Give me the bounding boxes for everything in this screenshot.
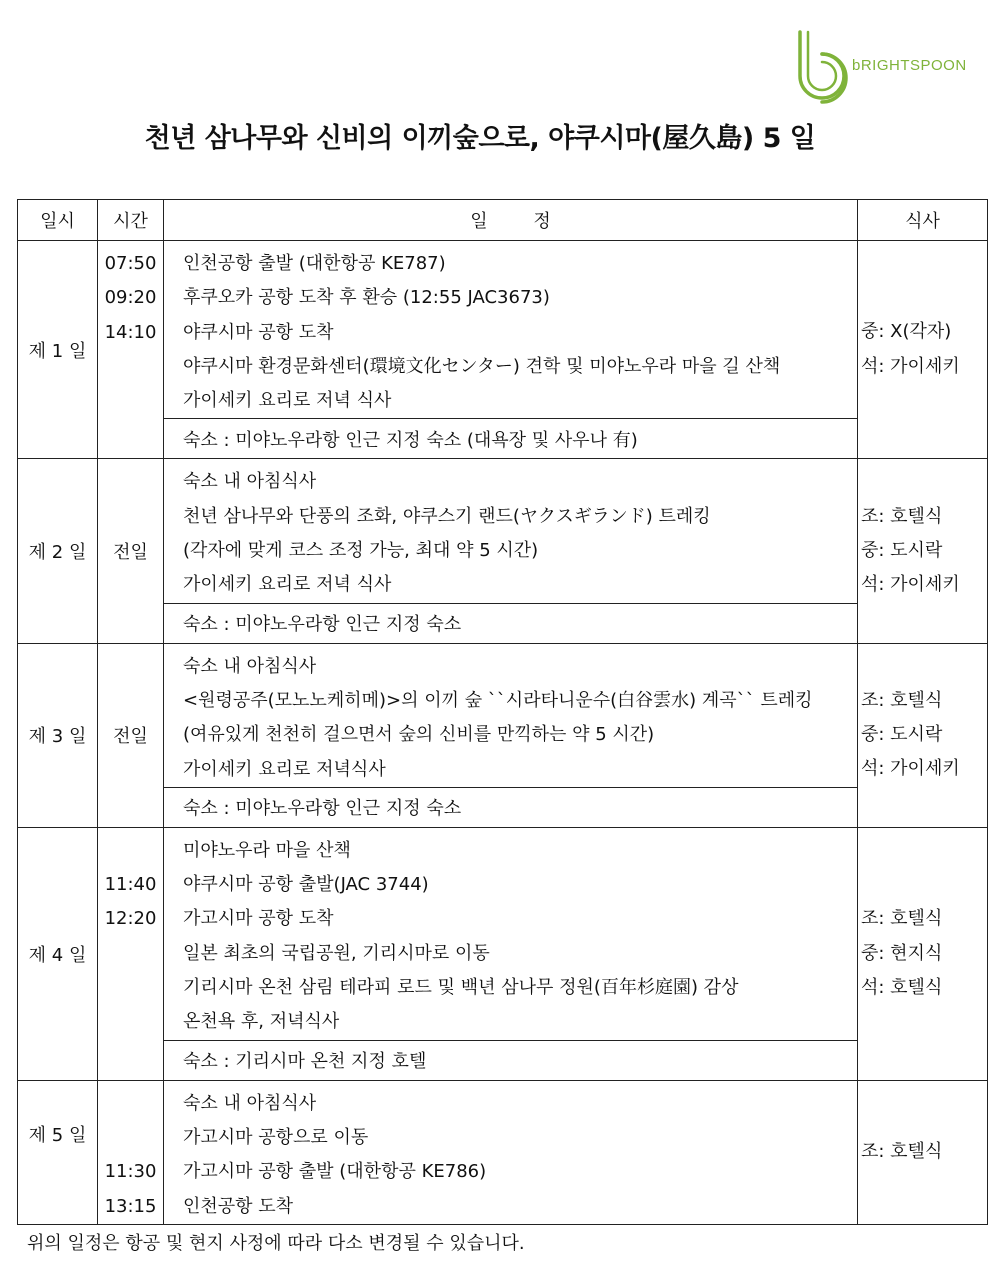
meals-cell: [858, 643, 988, 827]
time-value: 14:10: [104, 321, 157, 343]
time-cell: [98, 1080, 164, 1224]
lodging-cell: 숙소 : 미야노우라항 인근 지정 숙소: [164, 787, 858, 827]
day-label: 제 4 일: [18, 827, 98, 1080]
time-value: [98, 1087, 163, 1121]
day-label: 제 2 일: [18, 459, 98, 643]
time-cell: 전일: [98, 459, 164, 643]
meal-line: 조: 호텔식: [861, 908, 943, 930]
meal-line: 중: 도시락: [861, 724, 943, 746]
schedule-line: 일본 최초의 국립공원, 기리시마로 이동: [183, 942, 490, 964]
lodging-cell: 숙소 : 기리시마 온천 지정 호텔: [164, 1040, 858, 1080]
schedule-line: (여유있게 천천히 걸으면서 숲의 신비를 만끽하는 약 5 시간): [183, 724, 655, 746]
time-value: 12:20: [104, 908, 157, 930]
itinerary-table: [17, 199, 988, 1225]
schedule-cell: [164, 241, 858, 419]
time-value: 11:40: [104, 874, 157, 896]
meals-cell: [858, 827, 988, 1080]
meal-line: 석: 가이세키: [861, 758, 960, 780]
footnote: 위의 일정은 항공 및 현지 사정에 따라 다소 변경될 수 있습니다.: [27, 1233, 525, 1254]
schedule-line: 인천공항 출발 (대한항공 KE787): [183, 253, 446, 274]
schedule-line: 가이세키 요리로 저녁식사: [183, 758, 386, 780]
schedule-line: 가고시마 공항으로 이동: [183, 1126, 369, 1148]
page-title: 천년 삼나무와 신비의 이끼숲으로, 야쿠시마(屋久島) 5 일: [144, 123, 816, 154]
schedule-line: (각자에 맞게 코스 조정 가능, 최대 약 5 시간): [183, 540, 539, 562]
schedule-line: 기리시마 온천 삼림 테라피 로드 및 백년 삼나무 정원(百年杉庭園) 감상: [183, 977, 739, 999]
meal-line: 중: 도시락: [861, 539, 943, 561]
schedule-line: 가이세키 요리로 저녁 식사: [183, 390, 392, 412]
schedule-cell: [164, 1080, 858, 1224]
time-value: [98, 834, 163, 868]
meals-cell: [858, 1080, 988, 1224]
schedule-line: 온천욕 후, 저녁식사: [183, 1011, 340, 1033]
meals-cell: [858, 241, 988, 459]
schedule-line: 야쿠시마 공항 도착: [183, 321, 334, 343]
time-value: 09:20: [104, 287, 157, 309]
day-label: 제 5 일: [18, 1080, 98, 1224]
day-label: 제 3 일: [18, 643, 98, 827]
schedule-line: 야쿠시마 환경문화센터(環境文化センター) 견학 및 미야노우라 마을 길 산책: [183, 355, 781, 377]
schedule-line: 야쿠시마 공항 출발(JAC 3744): [183, 874, 429, 896]
time-cell: 전일: [98, 643, 164, 827]
schedule-line: 가고시마 공항 도착: [183, 908, 334, 930]
day-label: 제 1 일: [18, 241, 98, 459]
time-cell: [98, 241, 164, 459]
lodging-row: [18, 603, 988, 643]
table-row: [18, 643, 988, 787]
header-date: 일시: [18, 200, 98, 241]
meal-line: 중: 현지식: [861, 942, 943, 964]
time-value: 13:15: [104, 1195, 157, 1217]
header-schedule: 일 정: [164, 200, 858, 241]
schedule-line: 숙소 내 아침식사: [183, 655, 317, 677]
meal-line: 조: 호텔식: [861, 1141, 943, 1163]
time-cell: [98, 827, 164, 1080]
time-value: 07:50: [104, 253, 157, 274]
meal-line: 석: 가이세키: [861, 355, 960, 377]
schedule-line: 천년 삼나무와 단풍의 조화, 야쿠스기 랜드(ヤクスギランド) 트레킹: [183, 505, 711, 527]
time-value: 11:30: [104, 1161, 157, 1183]
table-header-row: [18, 200, 988, 241]
meal-line: 석: 호텔식: [861, 976, 943, 998]
meals-cell: [858, 459, 988, 643]
schedule-cell: [164, 827, 858, 1040]
brand-name: bRIGHTSPOON: [852, 57, 967, 74]
time-value: [98, 1121, 163, 1155]
schedule-line: 숙소 내 아침식사: [183, 471, 317, 493]
lodging-cell: 숙소 : 미야노우라항 인근 지정 숙소: [164, 603, 858, 643]
lodging-row: [18, 787, 988, 827]
table-row: [18, 459, 988, 603]
header-time: 시간: [98, 200, 164, 241]
schedule-line: 가고시마 공항 출발 (대한항공 KE786): [183, 1161, 487, 1183]
meal-line: 조: 호텔식: [861, 505, 943, 527]
lodging-row: [18, 419, 988, 459]
meal-line: 석: 가이세키: [861, 574, 960, 596]
table-row: [18, 827, 988, 1040]
schedule-cell: [164, 643, 858, 787]
lodging-cell: 숙소 : 미야노우라항 인근 지정 숙소 (대욕장 및 사우나 有): [164, 419, 858, 459]
table-row: [18, 1080, 988, 1224]
lodging-row: [18, 1040, 988, 1080]
table-row: [18, 241, 988, 419]
schedule-line: 숙소 내 아침식사: [183, 1092, 317, 1114]
schedule-line: 인천공항 도착: [183, 1195, 294, 1217]
schedule-line: 미야노우라 마을 산책: [183, 839, 351, 861]
meal-line: 조: 호텔식: [861, 689, 943, 711]
schedule-line: <원령공주(모노노케히메)>의 이끼 숲 ``시라타니운수(白谷雲水) 계곡`` 트레킹: [183, 689, 813, 711]
schedule-cell: [164, 459, 858, 603]
schedule-line: 후쿠오카 공항 도착 후 환승 (12:55 JAC3673): [183, 287, 550, 309]
schedule-line: 가이세키 요리로 저녁 식사: [183, 574, 392, 596]
meal-line: 중: X(각자): [861, 321, 952, 343]
header-meals: 식사: [858, 200, 988, 241]
